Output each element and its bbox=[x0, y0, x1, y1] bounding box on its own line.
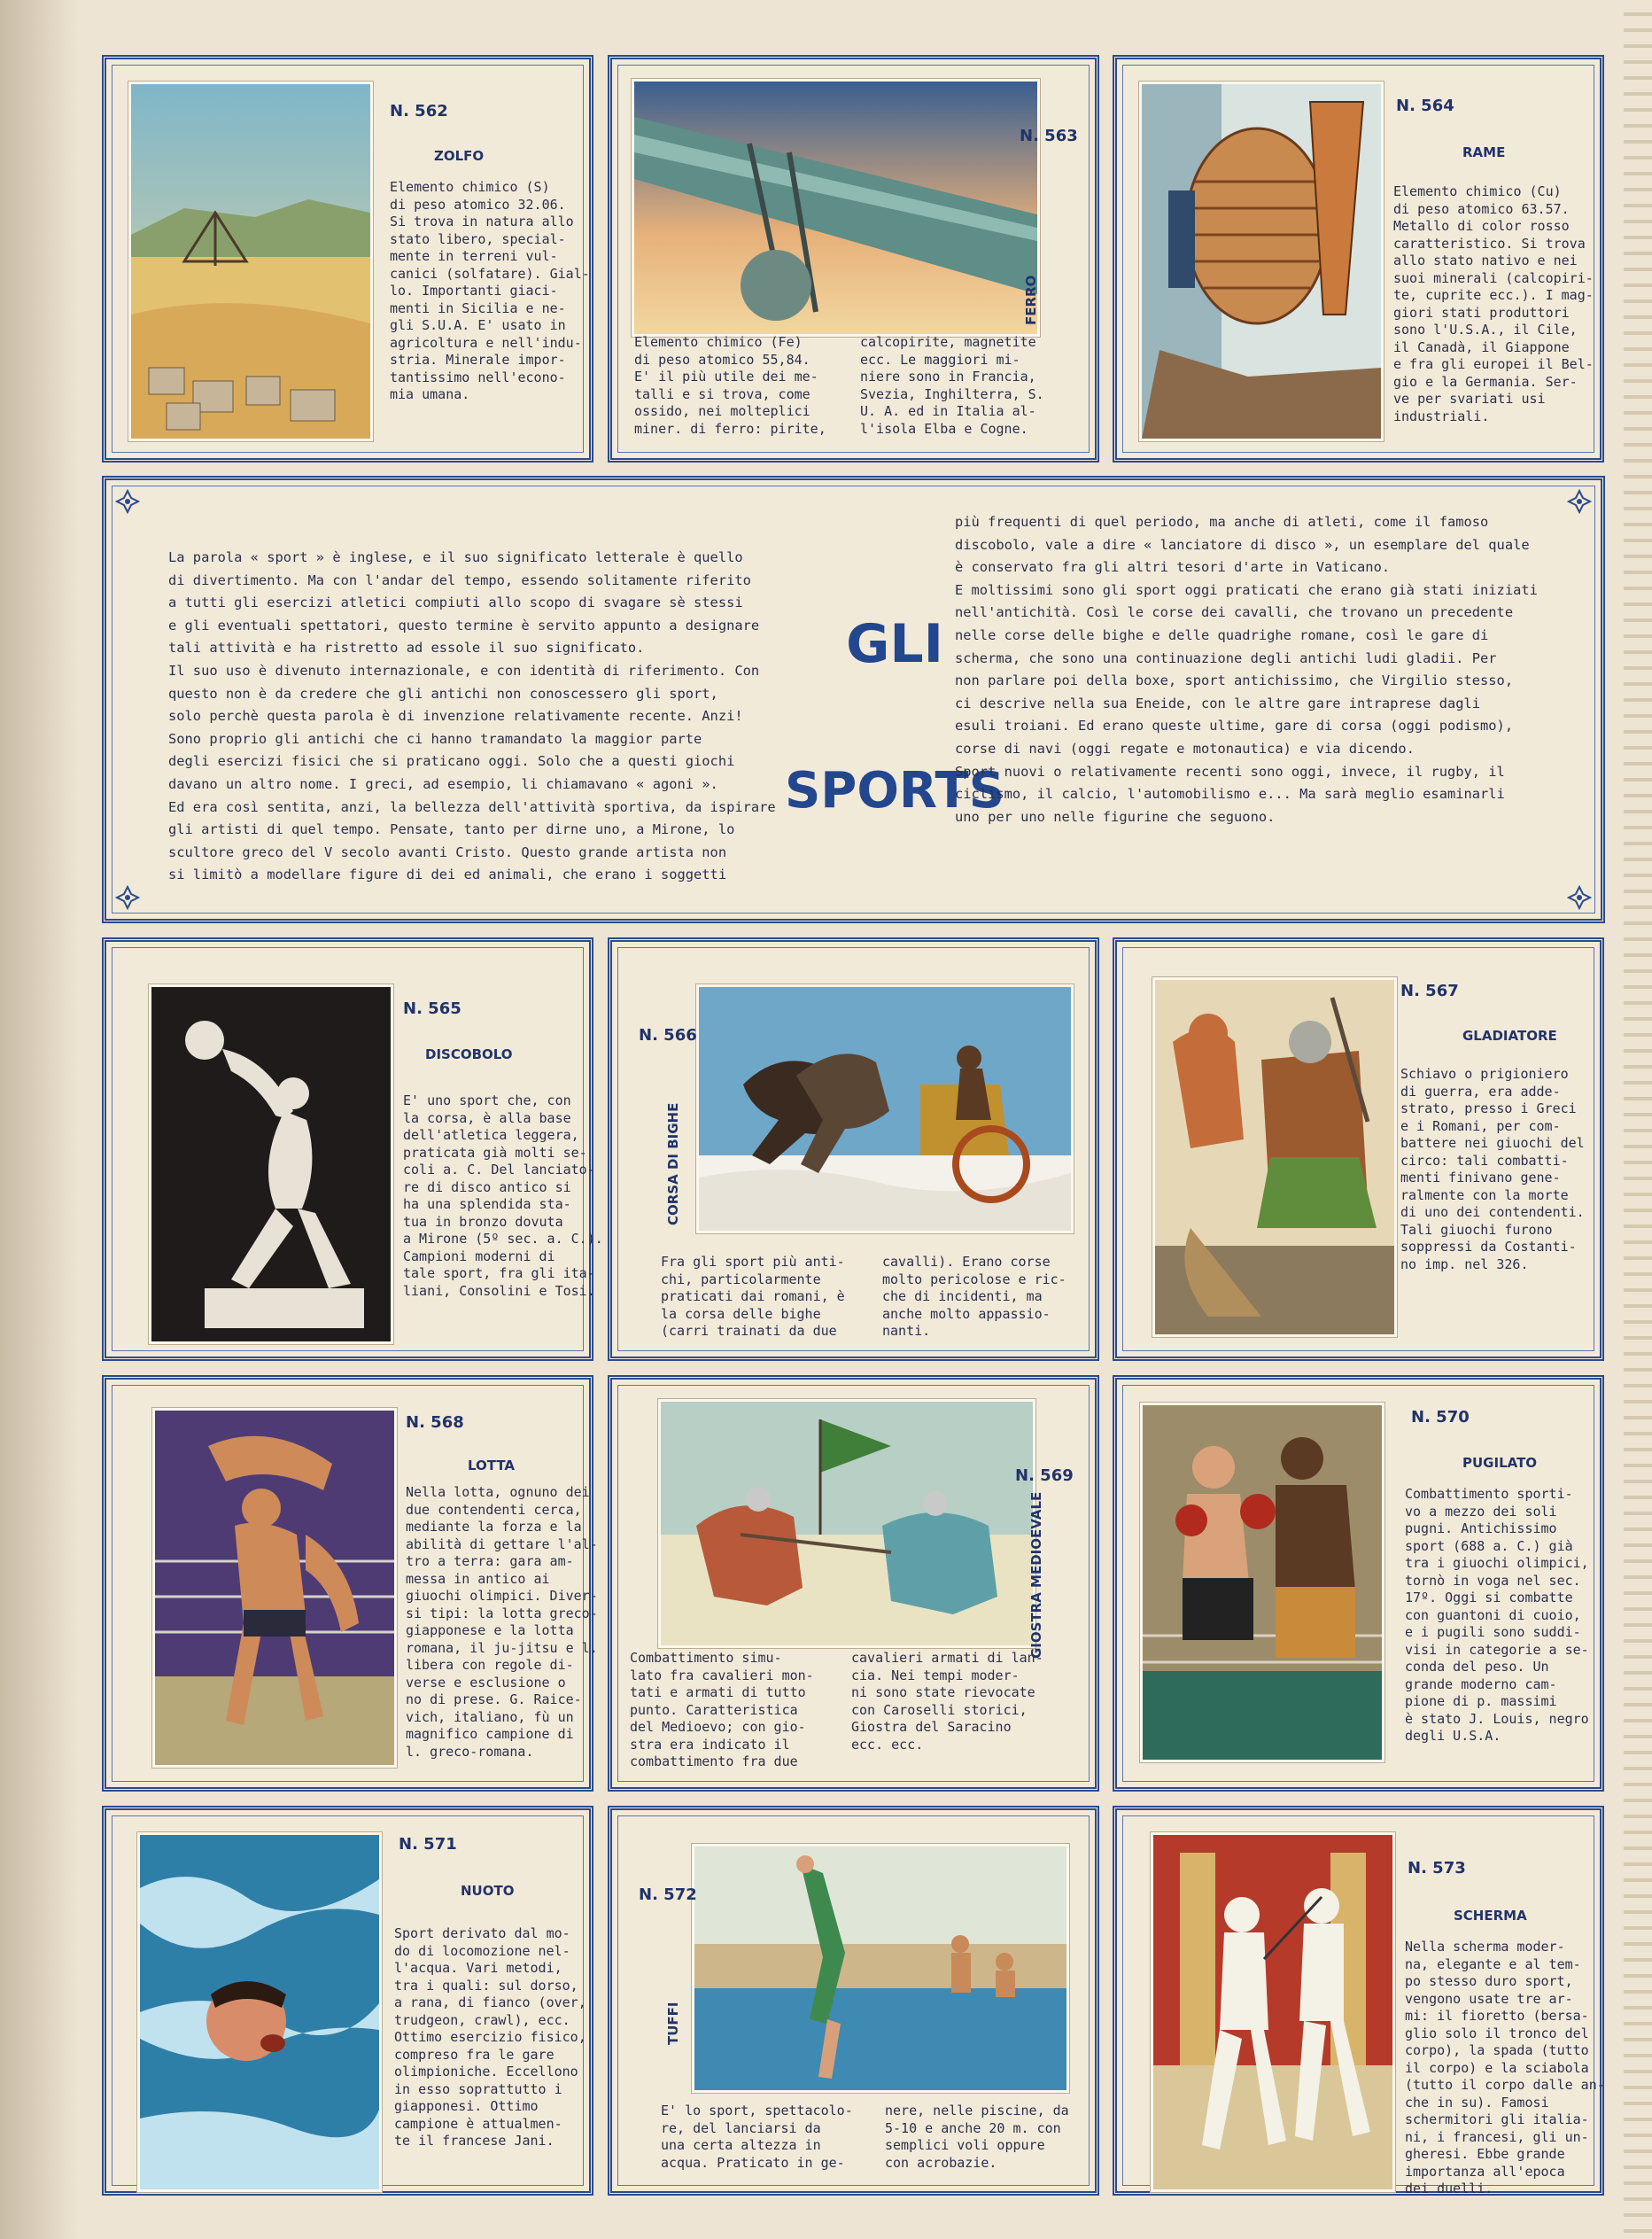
card-image-fencing bbox=[1151, 1832, 1395, 2192]
card-frame-567 bbox=[1113, 937, 1604, 1361]
card-description-right: calcopirite, magnetite ecc. Le maggiori mi- niere sono in Francia, Svezia, Inghilterra, S. U. A. ed in Italia al- l'isola Elba e Cogne. bbox=[860, 334, 1044, 437]
card-number: N. 563 bbox=[1020, 127, 1078, 145]
corner-ornament-bottom-right bbox=[1567, 885, 1592, 910]
card-frame-573 bbox=[1113, 1806, 1604, 2196]
card-image-gladiator bbox=[1152, 977, 1397, 1337]
card-image-iron-cannon bbox=[632, 79, 1040, 337]
corner-ornament-top-left bbox=[115, 489, 140, 514]
card-frame-571 bbox=[102, 1806, 593, 2196]
card-description: E' uno sport che, con la corsa, è alla base dell'atletica leggera, praticata già molti se- coli a. C. Del lanciato- re di disco antico si ha una splendida sta- tua in bronzo dovuta a Mirone (5º sec. a. C.). Campioni moderni di tale sport, fra gli ita- liani, Consolini e Tosi. bbox=[403, 1092, 603, 1299]
card-frame-568 bbox=[102, 1375, 598, 1792]
card-title-vertical: GIOSTRA MEDIOEVALE bbox=[1028, 1491, 1044, 1659]
card-description-left: E' lo sport, spettacolo- re, del lanciarsi da una certa altezza in acqua. Praticato in ge- bbox=[661, 2103, 853, 2171]
card-frame-570 bbox=[1113, 1375, 1604, 1792]
card-number: N. 572 bbox=[639, 1885, 697, 1904]
card-image-medieval-joust bbox=[658, 1399, 1035, 1648]
card-image-sulfur-mine bbox=[128, 82, 373, 441]
page-torn-edge bbox=[1624, 0, 1652, 2239]
card-image-wrestling bbox=[152, 1408, 397, 1768]
card-frame-566 bbox=[608, 937, 1099, 1361]
card-frame-564 bbox=[1113, 55, 1604, 463]
corner-ornament-top-right bbox=[1567, 489, 1592, 514]
intro-title-sports: SPORTS bbox=[784, 762, 1005, 820]
card-number: N. 569 bbox=[1015, 1466, 1074, 1485]
card-frame-569 bbox=[608, 1375, 1099, 1792]
intro-title-gli: GLI bbox=[846, 613, 943, 675]
card-number: N. 564 bbox=[1396, 97, 1454, 115]
card-image-boxing bbox=[1140, 1403, 1384, 1762]
card-title-vertical: CORSA DI BIGHE bbox=[665, 1102, 681, 1225]
card-description: Combattimento sporti- vo a mezzo dei soli pugni. Antichissimo sport (688 a. C.) già tra i giuochi olimpici, tornò in voga nel sec. 17º. Oggi si combatte con guantoni di cuoio, e i pugili sono suddi- visi in categorie a se- conda del peso. Un grande moderno cam- pione di p. massimi è stato J. Louis, negro degli U.S.A. bbox=[1405, 1486, 1589, 1744]
card-title: ZOLFO bbox=[434, 148, 485, 164]
card-description: Elemento chimico (S) di peso atomico 32.06. Si trova in natura allo stato libero, special- mente in terreni vul- canici (solfatare). Gial- lo. Importanti giaci- menti in Sicilia e ne- gli S.U.A. E' usato in agricoltura e nell'indu- stria. Minerale impor- tantissimo nell'econo- mia umana. bbox=[390, 179, 590, 402]
card-title: GLADIATORE bbox=[1462, 1028, 1557, 1044]
card-description: Sport derivato dal mo- do di locomozione nel- l'acqua. Vari metodi, tra i quali: sul dorso, a rana, di fianco (over, trudgeon, crawl), ecc. Ottimo esercizio fisico, compreso fra le gare olimpioniche. Eccellono in esso soprattutto i giapponesi. Ottimo campione è attualmen- te il francese Jani. bbox=[394, 1925, 586, 2149]
card-frame-563 bbox=[608, 55, 1099, 463]
card-title: RAME bbox=[1462, 144, 1506, 160]
card-number: N. 570 bbox=[1411, 1408, 1470, 1427]
corner-ornament-bottom-left bbox=[115, 885, 140, 910]
card-number: N. 568 bbox=[406, 1413, 464, 1432]
card-description: Nella scherma moder- na, elegante e al tem- po stesso duro sport, vengono usate tre ar- mi: il fioretto (bersa- glio solo il tronco del corpo), la spada (tutto il corpo) e la sciabola (tutto il corpo dalle an- che in su). Famosi schermitori gli italia- ni, i francesi, gli un- gheresi. Ebbe grande importanza all'epoca dei duelli. bbox=[1405, 1939, 1605, 2196]
card-image-chariot-race bbox=[696, 984, 1074, 1233]
card-title: PUGILATO bbox=[1462, 1455, 1538, 1471]
card-number: N. 567 bbox=[1400, 982, 1459, 1000]
card-description-right: nere, nelle piscine, da 5-10 e anche 20 m. con semplici voli oppure con acrobazie. bbox=[885, 2103, 1069, 2171]
card-number: N. 565 bbox=[403, 999, 461, 1018]
card-frame-572 bbox=[608, 1806, 1099, 2196]
card-description-left: Elemento chimico (Fe) di peso atomico 55,84. E' il più utile dei me- talli e si trova, come ossido, nei molteplici miner. di ferro: pirite, bbox=[634, 334, 826, 437]
intro-frame bbox=[102, 476, 1605, 923]
intro-text-right: più frequenti di quel periodo, ma anche di atleti, come il famoso discobolo, vale a dire « lanciatore di disco », un esemplare del quale è conservato fra gli altri tesori d'arte in Vaticano. E moltissimi sono gli sport oggi praticati che erano già stati iniziati nell'antichità. Così le corse dei cavalli, che trovano un precedente nelle corse delle bighe e delle quadrighe romane, così le gare di scherma, che sono una continuazione degli antichi ludi gladii. Per non parlare poi della boxe, sport antichissimo, che Virgilio stesso, ci descrive nella sua Eneide, con le altre gare intraprese dagli esuli troiani. Ed erano queste ultime, gare di corsa (oggi podismo), corse di navi (oggi regate e motonautica) e via dicendo. Sport nuovi o relativamente recenti sono oggi, invece, il rugby, il ciclismo, il calcio, l'automobilismo e... Ma sarà meglio esaminarli uno per uno nelle figurine che seguono. bbox=[955, 514, 1538, 825]
card-image-discobolus bbox=[149, 984, 393, 1344]
card-image-swimmer bbox=[137, 1832, 382, 2192]
card-title: SCHERMA bbox=[1454, 1908, 1527, 1924]
intro-text-left: La parola « sport » è inglese, e il suo significato letterale è quello di divertimento. Ma con l'andar del tempo, essendo solitamente riferito a tutti gli esercizi atletici compiuti allo scopo di svagare sè stessi e gli eventuali spettatori, questo termine è servito appunto a designare tali attività e ha ristretto ad essole il suo significato. Il suo uso è divenuto internazionale, e con identità di riferimento. Con questo non è da credere che gli antichi non conoscessero gli sport, solo perchè questa parola è di invenzione relativamente recente. Anzi! Sono proprio gli antichi che ci hanno tramandato la maggior parte degli esercizi fisici che si praticano oggi. Solo che a questi giochi davano un altro nome. I greci, ad esempio, li chiamavano « agoni ». Ed era così sentita, anzi, la bellezza dell'attività sportiva, da ispirare gli artisti di quel tempo. Pensate, tanto per dirne uno, a Mirone, lo scultore greco del V secolo avanti Cristo. Questo grande artista non si limitò a modellare figure di dei ed animali, che erano i soggetti bbox=[168, 549, 776, 883]
card-frame-562 bbox=[102, 55, 593, 463]
card-number: N. 562 bbox=[390, 102, 448, 121]
card-description-right: cavalieri armati di lan- cia. Nei tempi moder- ni sono state rievocate con Caroselli storici, Giostra del Saracino ecc. ecc. bbox=[851, 1650, 1043, 1753]
card-description: Nella lotta, ognuno dei due contendenti cerca, mediante la forza e la abilità di gettare l'al- tro a terra: gara am- messa in antico ai giuochi olimpici. Diver- si tipi: la lotta greco- giapponese e la lotta romana, il ju-jitsu e l. libera con regole di- verse e esclusione o no di prese. G. Raice- vich, italiano, fù un magnifico campione di l. greco-romana. bbox=[406, 1484, 598, 1760]
card-title: DISCOBOLO bbox=[425, 1046, 513, 1062]
card-number: N. 571 bbox=[399, 1835, 457, 1854]
card-description: Elemento chimico (Cu) di peso atomico 63.57. Metallo di color rosso caratteristico. Si trova allo stato nativo e nei suoi minerali (calcopiri- te, cuprite ecc.). I mag- giori stati produttori sono l'U.S.A., il Cile, il Canadà, il Giappone e fra gli europei il Bel- gio e la Germania. Ser- ve per svariati usi industriali. bbox=[1393, 183, 1594, 424]
card-description: Schiavo o prigioniero di guerra, era adde- strato, presso i Greci e i Romani, per com- battere nei giuochi del circo: tali combatti- menti finivano gene- ralmente con la morte di uno dei contendenti. Tali giuochi furono soppressi da Costanti- no imp. nel 326. bbox=[1400, 1066, 1585, 1272]
card-image-copper-cable bbox=[1139, 82, 1384, 441]
card-description-right: cavalli). Erano corse molto pericolose e ric- che di incidenti, ma anche molto appassio- nanti. bbox=[882, 1254, 1066, 1339]
card-title-vertical: FERRO bbox=[1023, 275, 1039, 325]
card-image-diving bbox=[692, 1844, 1069, 2093]
card-description-left: Combattimento simu- lato fra cavalieri mon- tati e armati di tutto punto. Caratteristica del Medioevo; con gio- stra era indicato il combattimento fra due bbox=[630, 1650, 814, 1769]
page-binding-shadow bbox=[0, 0, 80, 2239]
card-frame-565 bbox=[102, 937, 603, 1361]
card-title-vertical: TUFFI bbox=[665, 2002, 681, 2045]
card-description-left: Fra gli sport più anti- chi, particolarmente praticati dai romani, è la corsa delle bighe (carri trainati da due bbox=[661, 1254, 845, 1339]
card-number: N. 566 bbox=[639, 1026, 697, 1045]
card-number: N. 573 bbox=[1408, 1859, 1466, 1877]
card-title: LOTTA bbox=[468, 1458, 516, 1473]
card-title: NUOTO bbox=[461, 1883, 515, 1899]
